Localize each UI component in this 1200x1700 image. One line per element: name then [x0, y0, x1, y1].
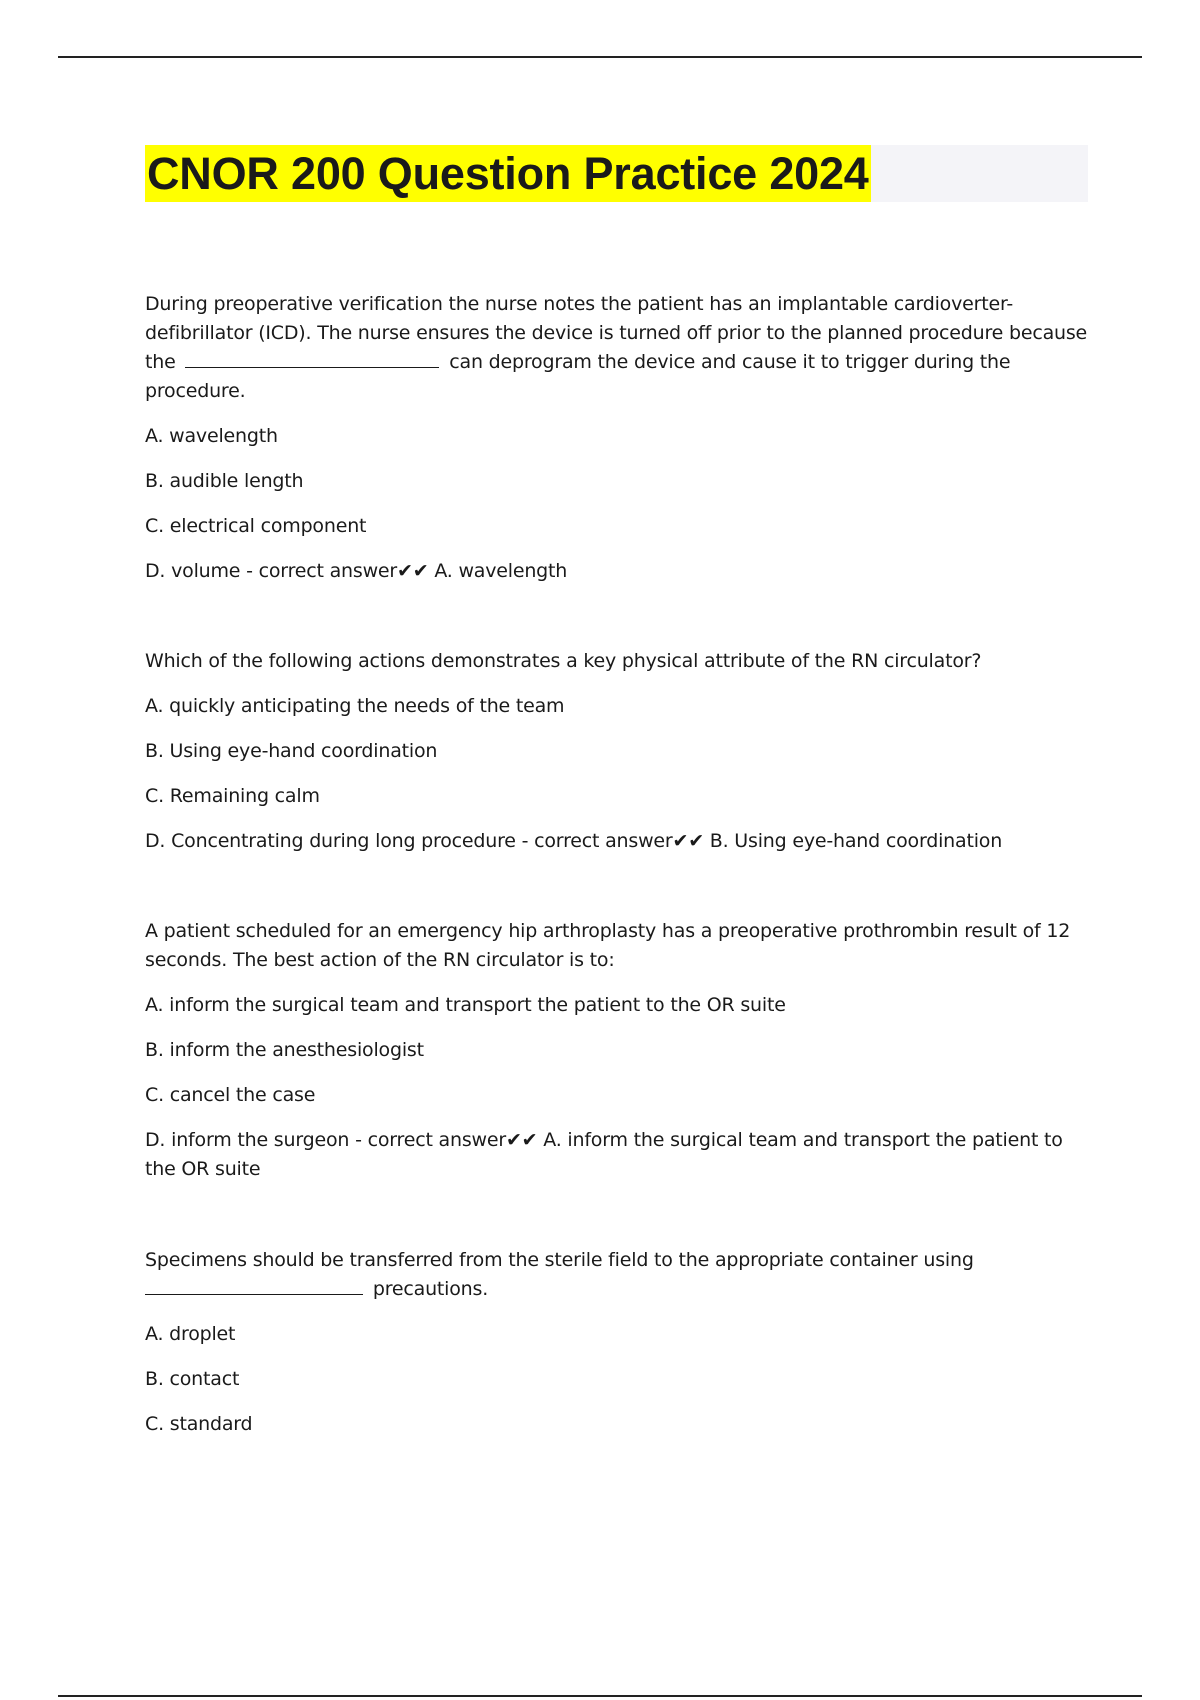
question-1-option-c: C. electrical component	[145, 515, 367, 537]
fill-in-blank	[185, 350, 439, 368]
question-2-option-c: C. Remaining calm	[145, 785, 320, 807]
question-4-option-b: B. contact	[145, 1368, 240, 1390]
answer-marker: - correct answer✔✔	[515, 830, 710, 852]
question-2-option-d: D. Concentrating during long procedure	[145, 830, 516, 852]
question-2-stem: Which of the following actions demonstrates a key physical attribute of the RN circulator?	[145, 650, 982, 672]
question-3-stem: A patient scheduled for an emergency hip arthroplasty has a preoperative prothrombin result of 12 seconds. The best action of the RN circulator is to:	[145, 920, 1071, 971]
answer-marker: - correct answer✔✔	[349, 1129, 544, 1151]
question-4-option-c: C. standard	[145, 1413, 253, 1435]
question-3-option-d-with-answer	[145, 1126, 1090, 1184]
question-2-option-b: B. Using eye-hand coordination	[145, 740, 438, 762]
question-2	[145, 647, 1090, 856]
question-4-stem	[145, 1246, 1090, 1304]
question-2-option-d-with-answer	[145, 827, 1090, 856]
question-1-correct-answer: A. wavelength	[434, 560, 568, 582]
question-3-option-c: C. cancel the case	[145, 1084, 316, 1106]
question-3-option-b: B. inform the anesthesiologist	[145, 1039, 424, 1061]
question-1-stem-part1: During preoperative verification the nurse notes the patient has an implantable cardioverter-defibrillator (ICD). The nurse ensures the device is turned off prior to the planned procedure because the	[145, 293, 1088, 373]
question-4-stem-part2: precautions.	[372, 1278, 489, 1300]
question-4	[145, 1246, 1090, 1439]
question-3-correct-answer: A. inform the surgical team and transport the patient to the OR suite	[145, 1129, 1063, 1180]
question-list	[145, 290, 1090, 1439]
question-1-option-d-with-answer	[145, 557, 1090, 586]
question-1-option-d: D. volume	[145, 560, 241, 582]
question-4-stem-part1: Specimens should be transferred from the sterile field to the appropriate container using	[145, 1249, 974, 1271]
question-1-stem	[145, 290, 1090, 406]
question-2-correct-answer: B. Using eye-hand coordination	[709, 830, 1003, 852]
header-rule	[58, 56, 1142, 58]
question-1-stem-part2: can deprogram the device and cause it to trigger during the procedure.	[145, 351, 1011, 402]
document-title: CNOR 200 Question Practice 2024	[145, 145, 871, 202]
fill-in-blank	[145, 1277, 363, 1295]
question-1-option-a: A. wavelength	[145, 425, 278, 447]
question-1-option-b: B. audible length	[145, 470, 304, 492]
question-1	[145, 290, 1090, 586]
answer-marker: - correct answer✔✔	[240, 560, 435, 582]
question-3-option-a: A. inform the surgical team and transport the patient to the OR suite	[145, 994, 786, 1016]
question-2-option-a: A. quickly anticipating the needs of the team	[145, 695, 565, 717]
question-4-option-a: A. droplet	[145, 1323, 236, 1345]
footer-rule	[58, 1695, 1142, 1697]
question-3-option-d: D. inform the surgeon	[145, 1129, 350, 1151]
question-3	[145, 917, 1090, 1184]
